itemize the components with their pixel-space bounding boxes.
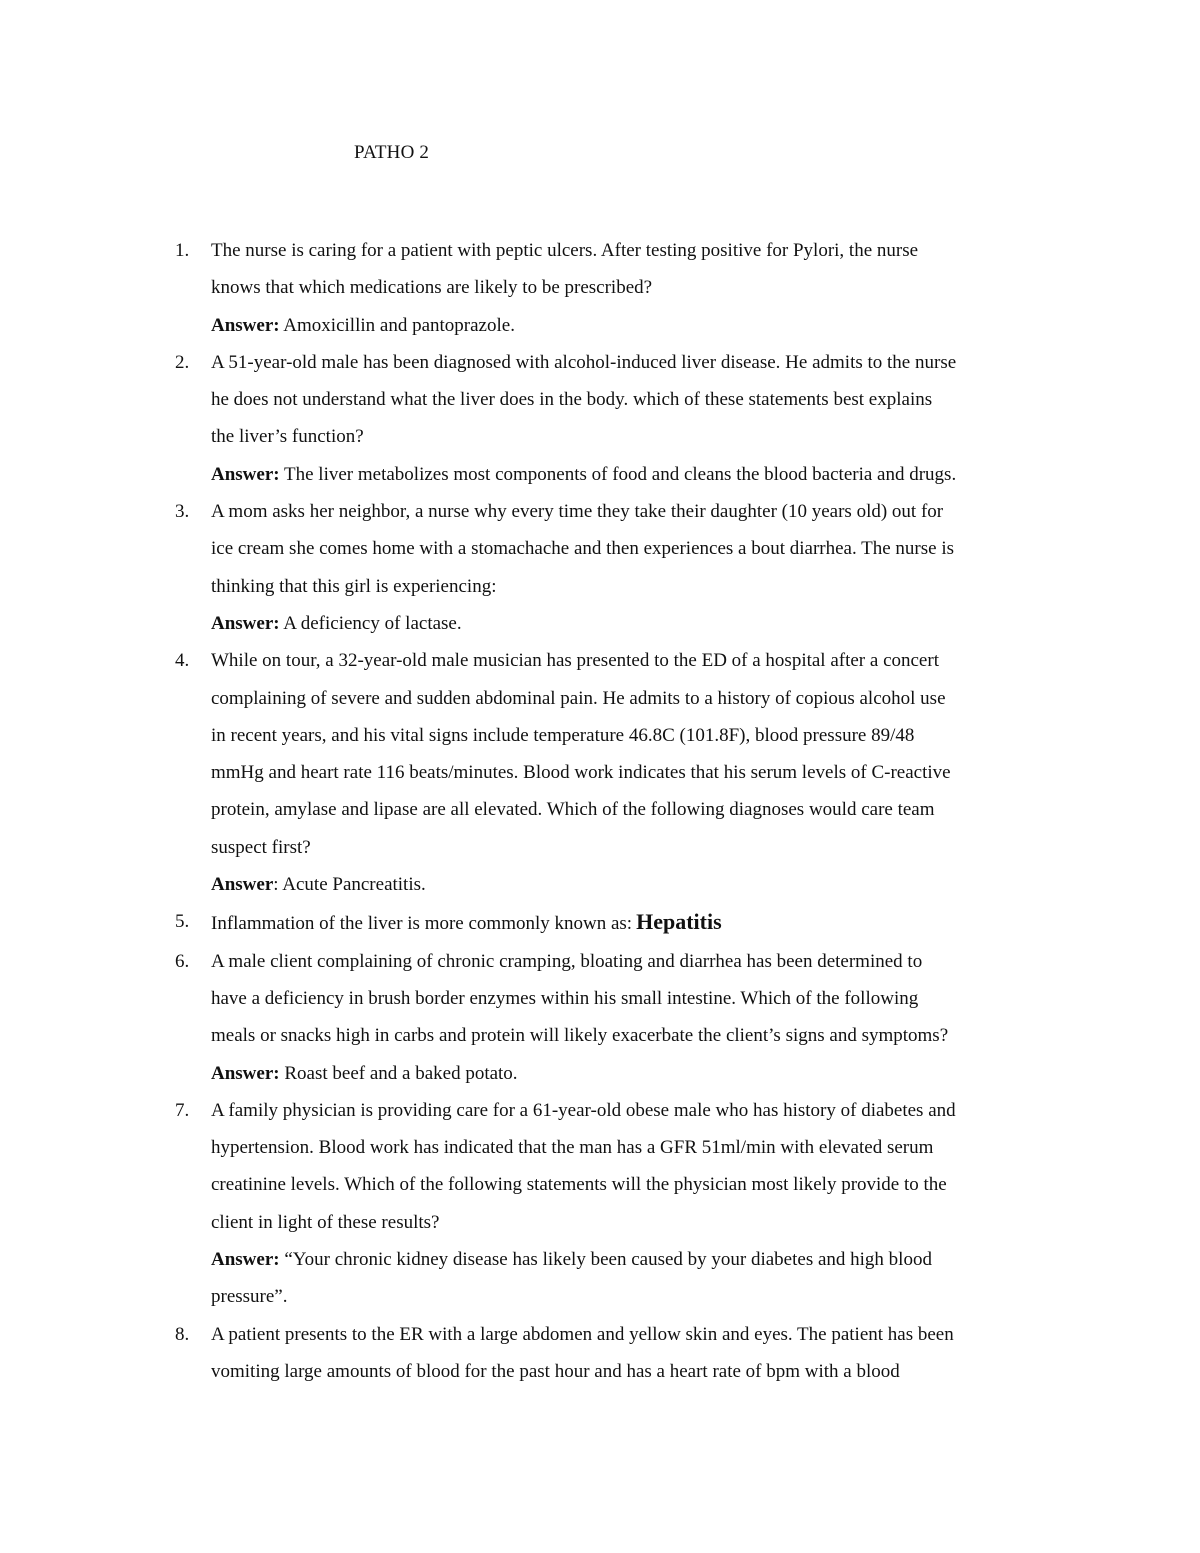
question-text-line: While on tour, a 32-year-old male musician has presented to the ED of a hospital after a concert <box>211 650 939 672</box>
question-text-line: A family physician is providing care for a 61-year-old obese male who has history of diabetes and <box>211 1099 956 1121</box>
answer-line <box>211 307 1071 344</box>
question-number: 8. <box>175 1323 190 1345</box>
question-body <box>211 943 1071 1092</box>
answer-line <box>211 605 1071 642</box>
question-text-line: in recent years, and his vital signs include temperature 46.8C (101.8F), blood pressure 89/48 <box>211 724 915 746</box>
answer-text: “Your chronic kidney disease has likely been caused by your diabetes and high blood <box>279 1249 932 1271</box>
answer-text: A deficiency of lactase. <box>279 612 462 634</box>
question-item <box>0 943 1200 1092</box>
answer-text: Roast beef and a baked potato. <box>279 1062 518 1084</box>
answer-line <box>211 1055 1071 1092</box>
question-text-line: A 51-year-old male has been diagnosed with alcohol-induced liver disease. He admits to the nurse <box>211 351 957 373</box>
question-text-line: complaining of severe and sudden abdominal pain. He admits to a history of copious alcohol use <box>211 687 946 709</box>
answer-text: Amoxicillin and pantoprazole. <box>279 314 515 336</box>
answer-line <box>211 1241 1071 1278</box>
question-item <box>0 1316 1200 1391</box>
answer-line <box>211 456 1071 493</box>
question-number: 3. <box>175 501 190 523</box>
question-body <box>211 493 1071 642</box>
question-text-line: have a deficiency in brush border enzymes within his small intestine. Which of the following <box>211 987 919 1009</box>
question-text-line: hypertension. Blood work has indicated that the man has a GFR 51ml/min with elevated serum <box>211 1137 934 1159</box>
question-item <box>0 1092 1200 1316</box>
answer-text: : Acute Pancreatitis. <box>273 874 426 896</box>
question-text-line: creatinine levels. Which of the following statements will the physician most likely provide to the <box>211 1174 947 1196</box>
question-item <box>0 232 1200 344</box>
question-number: 6. <box>175 950 190 972</box>
answer-label: Answer: <box>211 314 280 336</box>
question-text-line: suspect first? <box>211 836 311 858</box>
question-list <box>0 232 1200 1390</box>
question-text-line: protein, amylase and lipase are all elevated. Which of the following diagnoses would care team <box>211 799 935 821</box>
answer-label: Answer <box>211 874 274 896</box>
question-text-line: The nurse is caring for a patient with peptic ulcers. After testing positive for Pylori, the nurse <box>211 240 919 261</box>
question-number: 7. <box>175 1099 190 1121</box>
document-title: PATHO 2 <box>354 142 430 163</box>
answer-label: Answer: <box>211 463 280 485</box>
question-text-line: knows that which medications are likely to be prescribed? <box>211 277 653 299</box>
question-body <box>211 344 1071 493</box>
answer-line <box>211 866 1071 903</box>
question-item <box>0 903 1200 942</box>
question-item <box>0 493 1200 642</box>
answer-label: Answer: <box>211 1249 280 1271</box>
question-text-line: thinking that this girl is experiencing: <box>211 575 497 597</box>
question-text-line: the liver’s function? <box>211 426 364 448</box>
question-text-line: A mom asks her neighbor, a nurse why every time they take their daughter (10 years old) out for <box>211 501 944 523</box>
question-body <box>211 1316 1071 1391</box>
question-number: 2. <box>175 351 190 373</box>
question-text-line: vomiting large amounts of blood for the past hour and has a heart rate of bpm with a blood <box>211 1360 900 1382</box>
answer-label: Answer: <box>211 612 280 634</box>
question-text-line: A patient presents to the ER with a large abdomen and yellow skin and eyes. The patient has been <box>211 1323 954 1345</box>
question-text-line: meals or snacks high in carbs and protein will likely exacerbate the client’s signs and symptoms? <box>211 1025 949 1047</box>
question-text-line: client in light of these results? <box>211 1211 440 1233</box>
question-body <box>211 903 1071 942</box>
question-text-line: ice cream she comes home with a stomachache and then experiences a bout diarrhea. The nurse is <box>211 538 954 560</box>
question-text-line <box>211 903 1071 942</box>
question-number: 1. <box>175 240 190 261</box>
question-text: Inflammation of the liver is more commonly known as: <box>211 913 633 935</box>
question-number: 4. <box>175 650 190 672</box>
question-item <box>0 344 1200 493</box>
question-text-line: mmHg and heart rate 116 beats/minutes. Blood work indicates that his serum levels of C-reactive <box>211 762 951 784</box>
question-text-line: A male client complaining of chronic cramping, bloating and diarrhea has been determined to <box>211 950 923 972</box>
inline-answer: Hepatitis <box>636 909 722 935</box>
answer-text-line: pressure”. <box>211 1286 288 1308</box>
question-text-line: he does not understand what the liver does in the body. which of these statements best explains <box>211 389 933 411</box>
answer-label: Answer: <box>211 1062 280 1084</box>
question-body <box>211 232 1071 344</box>
question-body <box>211 1092 1071 1316</box>
question-item <box>0 642 1200 903</box>
answer-text: The liver metabolizes most components of food and cleans the blood bacteria and drugs. <box>279 463 957 485</box>
question-number: 5. <box>175 911 190 933</box>
question-body <box>211 642 1071 903</box>
